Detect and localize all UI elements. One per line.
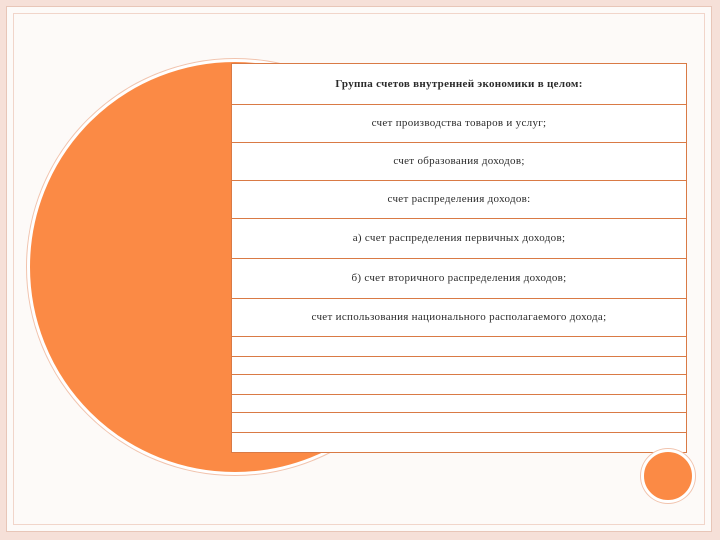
table-row: [232, 336, 686, 357]
table-row: [232, 142, 686, 181]
table-cell: а) счет распределения первичных доходов;: [352, 232, 566, 244]
table-cell: счет использования национального располагаемого дохода;: [311, 311, 607, 323]
decorative-small-circle: [641, 449, 695, 503]
table-cell: б) счет вторичного распределения доходов;: [351, 272, 567, 284]
table-row: [232, 218, 686, 259]
table-cell: счет производства товаров и услуг;: [371, 117, 547, 129]
accounts-table: [231, 63, 687, 453]
table-row: [232, 180, 686, 219]
table-row: [232, 104, 686, 143]
table-row: [232, 258, 686, 299]
table-row: [232, 394, 686, 413]
table-row: [232, 374, 686, 395]
table-row: [232, 412, 686, 433]
table-row: [232, 356, 686, 375]
table-header-text: Группа счетов внутренней экономики в целом:: [335, 78, 583, 90]
table-row: [232, 432, 686, 452]
table-header-row: [232, 64, 686, 105]
table-cell: счет распределения доходов:: [387, 193, 531, 205]
table-row: [232, 298, 686, 337]
slide-frame: [6, 6, 712, 532]
table-cell: счет образования доходов;: [393, 155, 525, 167]
